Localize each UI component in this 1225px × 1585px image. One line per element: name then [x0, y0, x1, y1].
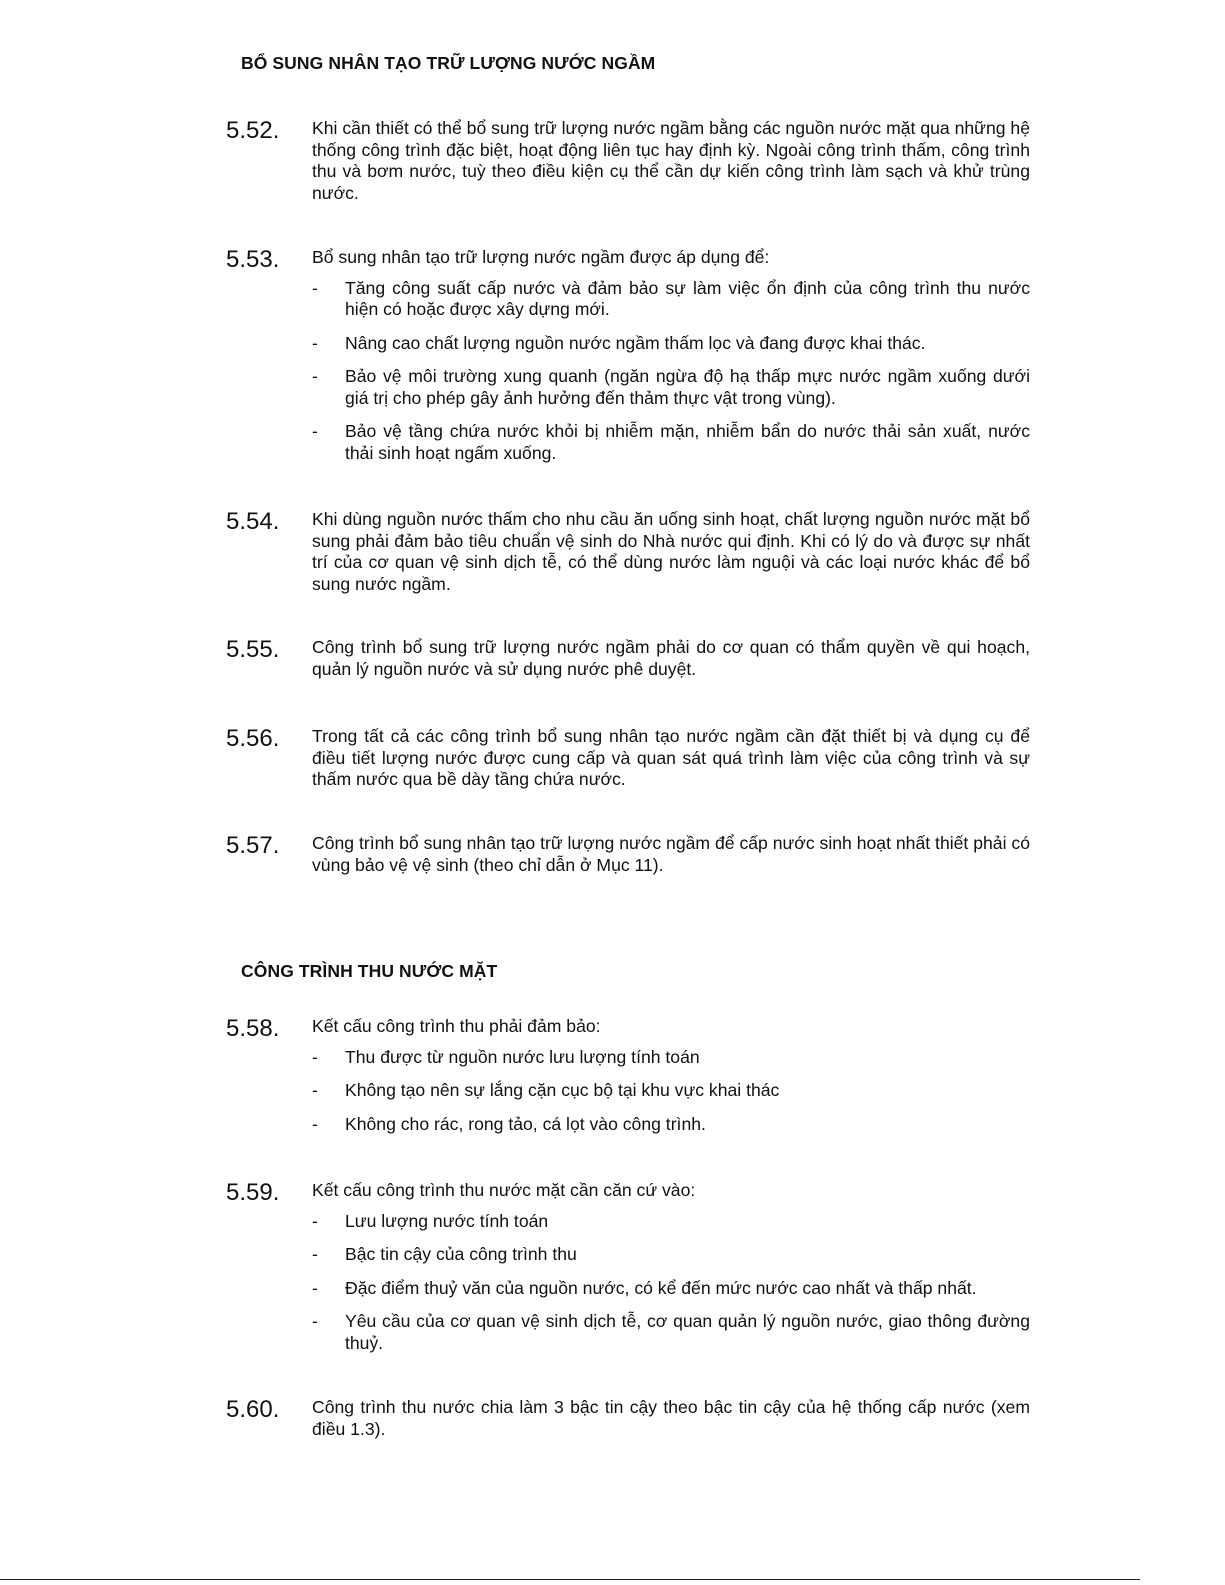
bullet-dash: -	[312, 1210, 318, 1231]
clause-text: Công trình bổ sung nhân tạo trữ lượng nước ngầm để cấp nước sinh hoạt nhất thiết phải có vùng bảo vệ vệ sinh (theo chỉ dẫn ở Mục 11).	[312, 833, 1030, 875]
list-item-text: Bảo vệ tầng chứa nước khỏi bị nhiễm mặn, nhiễm bẩn do nước thải sản xuất, nước thải sinh hoạt ngấm xuống.	[345, 421, 1030, 463]
list-item	[312, 1244, 1030, 1266]
clause-number: 5.59.	[226, 1179, 280, 1206]
clause-number: 5.54.	[226, 508, 280, 535]
section-heading-surface-water-intake: CÔNG TRÌNH THU NƯỚC MẶT	[241, 961, 498, 981]
list-item-text: Đặc điểm thuỷ văn của nguồn nước, có kể đến mức nước cao nhất và thấp nhất.	[345, 1277, 977, 1298]
clause-number: 5.60.	[226, 1396, 280, 1423]
clause-body	[312, 509, 1030, 595]
list-item-text: Nâng cao chất lượng nguồn nước ngầm thấm lọc và đang được khai thác.	[345, 332, 926, 353]
clause-body	[312, 833, 1030, 876]
clause-text: Khi cần thiết có thể bổ sung trữ lượng nước ngầm bằng các nguồn nước mặt qua những hệ thống công trình đặc biệt, hoạt động liên tục hay định kỳ. Ngoài công trình thấm, công trình thu và bơm nước, tuỳ theo điều kiện cụ thể cần dự kiến công trình làm sạch và khử trùng nước.	[312, 118, 1030, 203]
clause-text: Kết cấu công trình thu nước mặt cần căn cứ vào:	[312, 1180, 696, 1200]
bullet-dash: -	[312, 421, 318, 441]
bullet-dash: -	[312, 366, 318, 386]
clause-body	[312, 1016, 1030, 1147]
page-bottom-rule	[0, 1579, 1140, 1580]
clause-text: Kết cấu công trình thu phải đảm bảo:	[312, 1016, 601, 1036]
list-item	[312, 1047, 1030, 1069]
clause-number: 5.58.	[226, 1015, 280, 1042]
list-item	[312, 421, 1030, 464]
bullet-dash: -	[312, 1113, 318, 1134]
clause-body	[312, 1397, 1030, 1440]
list-item	[312, 366, 1030, 409]
clause-number: 5.55.	[226, 636, 280, 663]
list-item	[312, 1080, 1030, 1102]
list-item	[312, 278, 1030, 321]
list-item-text: Thu được từ nguồn nước lưu lượng tính toán	[345, 1046, 700, 1067]
list-item	[312, 1311, 1030, 1354]
bullet-dash: -	[312, 1046, 318, 1067]
bullet-list	[312, 278, 1030, 465]
clause-body	[312, 118, 1030, 204]
bullet-dash: -	[312, 1311, 318, 1331]
bullet-dash: -	[312, 1080, 318, 1100]
list-item	[312, 1211, 1030, 1233]
bullet-list	[312, 1047, 1030, 1136]
clause-body	[312, 637, 1030, 680]
list-item-text: Bậc tin cậy của công trình thu	[345, 1244, 577, 1264]
bullet-list	[312, 1211, 1030, 1355]
clause-text: Công trình bổ sung trữ lượng nước ngầm phải do cơ quan có thẩm quyền về qui hoạch, quản lý nguồn nước và sử dụng nước phê duyệt.	[312, 637, 1030, 679]
clause-number: 5.53.	[226, 246, 280, 273]
clause-body	[312, 726, 1030, 791]
clause-number: 5.57.	[226, 832, 280, 859]
section-heading-groundwater-recharge: BỔ SUNG NHÂN TẠO TRỮ LƯỢNG NƯỚC NGẦM	[241, 53, 656, 73]
bullet-dash: -	[312, 1244, 318, 1264]
clause-number: 5.56.	[226, 725, 280, 752]
clause-number: 5.52.	[226, 117, 280, 144]
list-item-text: Không cho rác, rong tảo, cá lọt vào công trình.	[345, 1113, 706, 1134]
list-item-text: Bảo vệ môi trường xung quanh (ngăn ngừa độ hạ thấp mực nước ngầm xuống dưới giá trị cho phép gây ảnh hưởng đến thảm thực vật trong vùng).	[345, 366, 1030, 408]
bullet-dash: -	[312, 1277, 318, 1298]
list-item	[312, 1114, 1030, 1136]
bullet-dash: -	[312, 277, 318, 298]
clause-text: Công trình thu nước chia làm 3 bậc tin cậy theo bậc tin cậy của hệ thống cấp nước (xem điều 1.3).	[312, 1397, 1030, 1439]
list-item-text: Không tạo nên sự lắng cặn cục bộ tại khu vực khai thác	[345, 1080, 780, 1100]
clause-text: Khi dùng nguồn nước thấm cho nhu cầu ăn uống sinh hoạt, chất lượng nguồn nước mặt bổ sung phải đảm bảo tiêu chuẩn vệ sinh do Nhà nước qui định. Khi có lý do và được sự nhất trí của cơ quan vệ sinh dịch tễ, có thể dùng nước làm nguội và các loại nước khác để bổ sung nước ngầm.	[312, 509, 1030, 594]
list-item-text: Lưu lượng nước tính toán	[345, 1210, 549, 1231]
clause-text: Trong tất cả các công trình bổ sung nhân tạo nước ngầm cần đặt thiết bị và dụng cụ để điều tiết lượng nước được cung cấp và quan sát quá trình làm việc của công trình và sự thấm nước qua bề dày tầng chứa nước.	[312, 726, 1030, 789]
clause-body	[312, 1180, 1030, 1366]
list-item-text: Tăng công suất cấp nước và đảm bảo sự làm việc ổn định của công trình thu nước hiện có hoặc được xây dựng mới.	[345, 277, 1030, 319]
clause-body	[312, 247, 1030, 476]
list-item-text: Yêu cầu của cơ quan vệ sinh dịch tễ, cơ quan quản lý nguồn nước, giao thông đường thuỷ.	[345, 1311, 1030, 1353]
list-item	[312, 1278, 1030, 1300]
bullet-dash: -	[312, 332, 318, 353]
list-item	[312, 333, 1030, 355]
clause-text: Bổ sung nhân tạo trữ lượng nước ngầm được áp dụng để:	[312, 247, 770, 267]
